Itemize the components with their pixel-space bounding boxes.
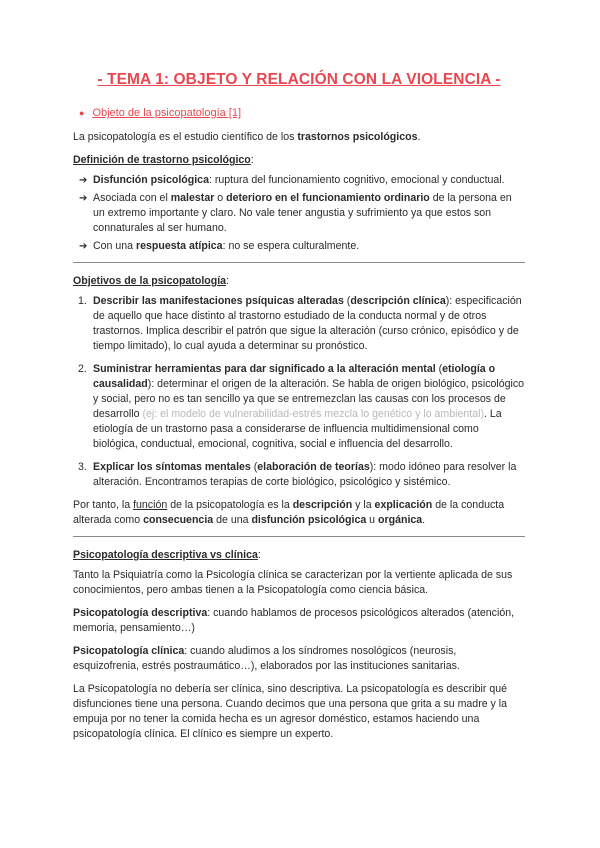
- arrow-right-icon: ➔: [79, 193, 88, 204]
- document-page: [73, 70, 525, 750]
- paragraph: Tanto la Psiquiatría como la Psicología clínica se caracterizan por la vertiente aplicada de sus conocimientos, pero ambas tienen a la Psicopatología como ciencia básica.: [73, 569, 513, 596]
- definition-list: [73, 173, 525, 254]
- descriptive-heading: Psicopatología descriptiva vs clínica:: [73, 549, 261, 561]
- intro-paragraph: La psicopatología es el estudio científico de los trastornos psicológicos.: [73, 131, 421, 143]
- list-item: ➔ Con una respuesta atípica: no se espera culturalmente.: [79, 240, 360, 252]
- list-item: 1. Describir las manifestaciones psíquicas alteradas (descripción clínica): especificación de aquello que hace distinto al trastorno estudiado de la conducta normal y de otros trastornos. Implica describir el patrón que sigue la alteración (curso crónico, episódico y de tiempo limitado), lo cual ayuda a determinar su pronóstico.: [78, 295, 522, 352]
- list-item: ➔ Asociada con el malestar o deterioro en el funcionamiento ordinario de la persona en un extremo importante y claro. No vale tener angustia y sufrimiento ya que estos son connaturales al ser humano.: [79, 192, 512, 234]
- objectives-list: [73, 294, 525, 490]
- bullet-icon: ●: [79, 108, 85, 118]
- section-heading-text: Objeto de la psicopatología [1]: [92, 107, 242, 119]
- arrow-right-icon: ➔: [79, 241, 88, 252]
- objectives-heading: Objetivos de la psicopatología:: [73, 275, 230, 287]
- list-item: ➔ Disfunción psicológica: ruptura del funcionamiento cognitivo, emocional y conductual.: [79, 174, 505, 186]
- section-heading: [73, 106, 525, 121]
- paragraph: Psicopatología clínica: cuando aludimos a los síndromes nosológicos (neurosis, esquizofrenia, estrés postraumático…), elaborados por las instituciones sanitarias.: [73, 645, 460, 672]
- page-title: - TEMA 1: OBJETO Y RELACIÓN CON LA VIOLENCIA -: [97, 71, 501, 88]
- summary-paragraph: Por tanto, la función de la psicopatología es la descripción y la explicación de la conducta alterada como consecuencia de una disfunción psicológica u orgánica.: [73, 499, 505, 526]
- definition-heading: Definición de trastorno psicológico:: [73, 154, 254, 166]
- divider: [73, 262, 525, 263]
- list-item: 3. Explicar los síntomas mentales (elaboración de teorías): modo idóneo para resolver la alteración. Encontramos terapias de corte biológico, psicológico y sistémico.: [78, 461, 517, 488]
- divider: [73, 536, 525, 537]
- paragraph: Psicopatología descriptiva: cuando hablamos de procesos psicológicos alterados (atención, memoria, pensamiento…): [73, 607, 515, 634]
- list-item: 2. Suministrar herramientas para dar significado a la alteración mental (etiología o causalidad): determinar el origen de la alteración. Se habla de origen biológico, psicológico y social, pero no es tan sencillo ya que se entremezclan las causas con los procesos de desarrollo (ej: el modelo de vulnerabilidad-estrés mezcla lo genético y lo ambiental). La etiología de un trastorno pasa a considerarse de influencia multidimensional como biológica, conductual, emocional, cognitiva, social e influencia del desarrollo.: [78, 363, 525, 450]
- paragraph: La Psicopatología no debería ser clínica, sino descriptiva. La psicopatología es describir qué disfunciones tiene una persona. Cuando decimos que una persona que grita a su madre y la empuja por no tener la comida hecha es un agresor doméstico, estamos haciendo una psicopatología clínica. El clínico es siempre un experto.: [73, 683, 508, 740]
- arrow-right-icon: ➔: [79, 175, 88, 186]
